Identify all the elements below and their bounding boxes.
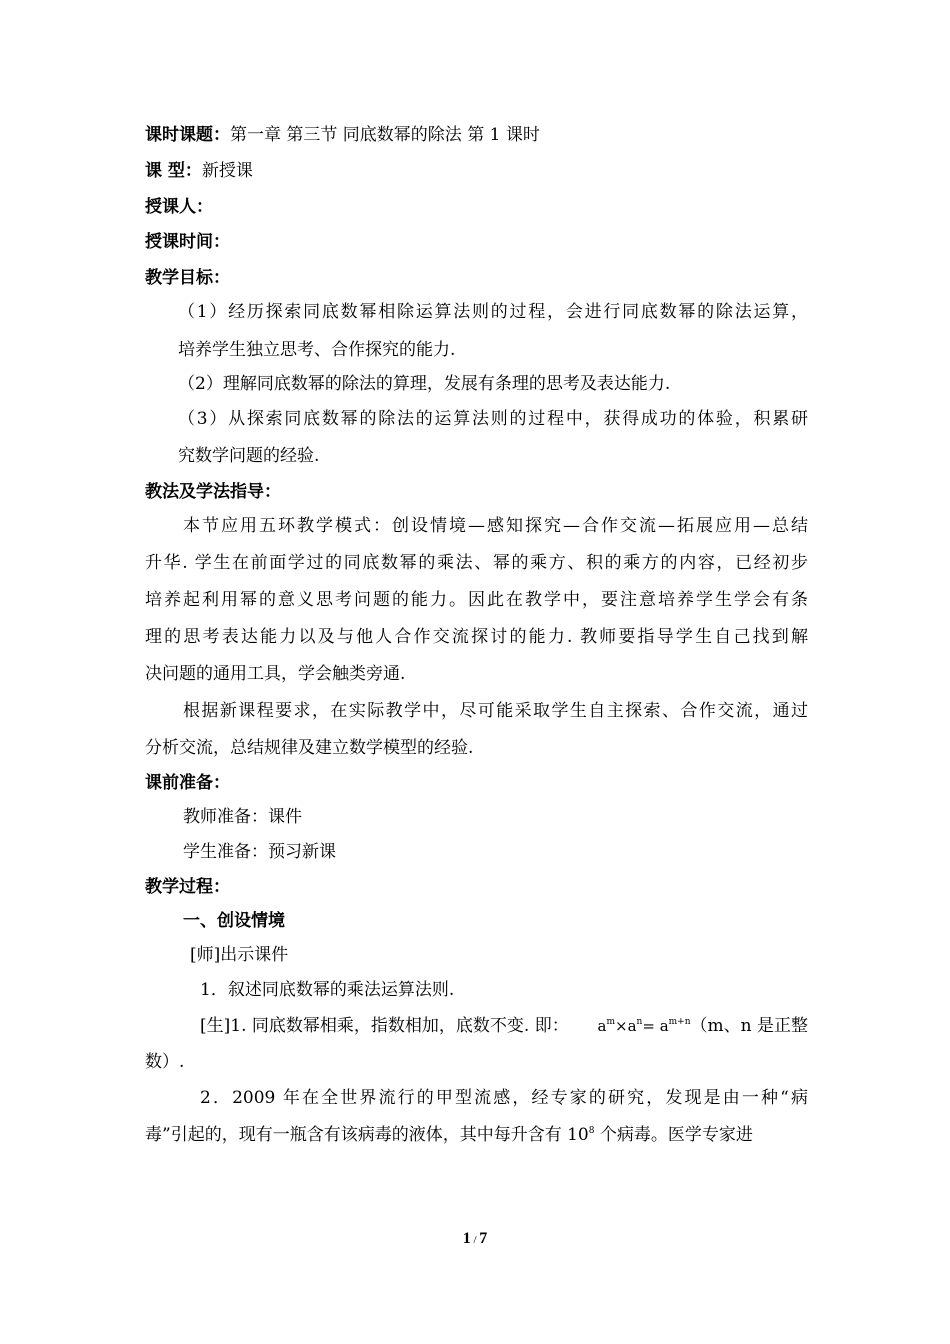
method-line-2: 升华. 学生在前面学过的同底数幂的乘法、幂的乘方、积的乘方的内容，已经初步	[145, 553, 808, 573]
objective-item-2: （2）理解同底数幂的除法的算理，发展有条理的思考及表达能力.	[178, 374, 671, 394]
teacher-show: [师]出示课件	[190, 945, 289, 965]
topic-row	[145, 125, 810, 145]
topic-value: 第一章 第三节 同底数幂的除法 第 1 课时	[230, 125, 540, 145]
question-2-pre	[145, 1125, 753, 1145]
process-heading-text: 教学过程：	[145, 877, 230, 897]
prep-teacher: 教师准备：课件	[183, 807, 302, 827]
question-2-line-1: 2．2009 年在全世界流行的甲型流感，经专家的研究，发现是由一种“病	[200, 1088, 808, 1108]
formula-base-2: a	[627, 1017, 637, 1035]
prep-heading-text: 课前准备：	[145, 773, 230, 793]
process-heading	[145, 877, 810, 897]
method-line-6: 根据新课程要求，在实际教学中，尽可能采取学生自主探索、合作交流，通过	[183, 701, 808, 721]
objective-item-3: （3）从探索同底数幂的除法的运算法则的过程中，获得成功的体验，积累研	[178, 409, 808, 429]
objective-item-1: （1）经历探索同底数幂相除运算法则的过程，会进行同底数幂的除法运算，	[178, 302, 808, 322]
formula-exp-2: n	[636, 1017, 643, 1027]
question-2-line-2	[145, 1125, 810, 1145]
teacher-row	[145, 197, 810, 217]
type-row	[145, 161, 810, 181]
prep-heading	[145, 773, 810, 793]
question-1: 1．叙述同底数幂的乘法运算法则.	[200, 980, 455, 1000]
objective-item-1-cont: 培养学生独立思考、合作探究的能力.	[178, 340, 456, 360]
prep-student: 学生准备：预习新课	[183, 842, 336, 862]
page-number	[0, 1230, 950, 1248]
page-separator: /	[470, 1234, 480, 1246]
method-line-1: 本节应用五环教学模式：创设情境—感知探究—合作交流—拓展应用—总结	[183, 516, 808, 536]
section-title: 一、创设情境	[183, 911, 285, 931]
answer-1	[200, 1016, 808, 1036]
method-heading-text: 教法及学法指导：	[145, 482, 281, 502]
formula-exp-3: m+n	[668, 1017, 691, 1027]
objectives-heading	[145, 268, 810, 288]
question-2-exponent: 8	[588, 1126, 595, 1136]
formula-times: ×	[615, 1017, 628, 1035]
formula-base-3: a	[659, 1017, 669, 1035]
product-formula	[598, 1016, 808, 1036]
method-line-3: 培养起利用幂的意义思考问题的能力。因此在教学中，要注意培养学生学会有条	[145, 590, 808, 610]
formula-base-1: a	[597, 1017, 607, 1035]
type-value: 新授课	[201, 161, 253, 181]
objective-item-3-cont: 究数学问题的经验.	[178, 446, 320, 466]
question-2-post-text: 个病毒。医学专家进	[594, 1125, 753, 1145]
answer-1-cont: 数）.	[145, 1052, 185, 1072]
formula-exp-1: m	[606, 1017, 616, 1027]
method-line-4: 理的思考表达能力以及与他人合作交流探讨的能力. 教师要指导学生自己找到解	[145, 627, 808, 647]
teacher-label: 授课人：	[145, 197, 213, 217]
method-line-7: 分析交流，总结规律及建立数学模型的经验.	[145, 738, 474, 758]
formula-equals: =	[642, 1017, 660, 1035]
question-2-pre-text: 毒”引起的，现有一瓶含有该病毒的液体，其中每升含有 10	[145, 1125, 589, 1145]
page-total: 7	[479, 1230, 488, 1247]
answer-1-prefix: [生]1. 同底数幂相乘，指数相加，底数不变. 即：	[200, 1016, 569, 1036]
method-heading	[145, 482, 810, 502]
objectives-heading-text: 教学目标：	[145, 268, 230, 288]
time-row	[145, 232, 810, 252]
time-label: 授课时间：	[145, 232, 230, 252]
page-current: 1	[462, 1230, 471, 1247]
topic-label: 课时课题：	[145, 125, 230, 145]
type-label: 课 型：	[145, 161, 202, 181]
method-line-5: 决问题的通用工具，学会触类旁通.	[145, 664, 406, 684]
answer-1-suffix: （m、n 是正整	[690, 1016, 808, 1036]
